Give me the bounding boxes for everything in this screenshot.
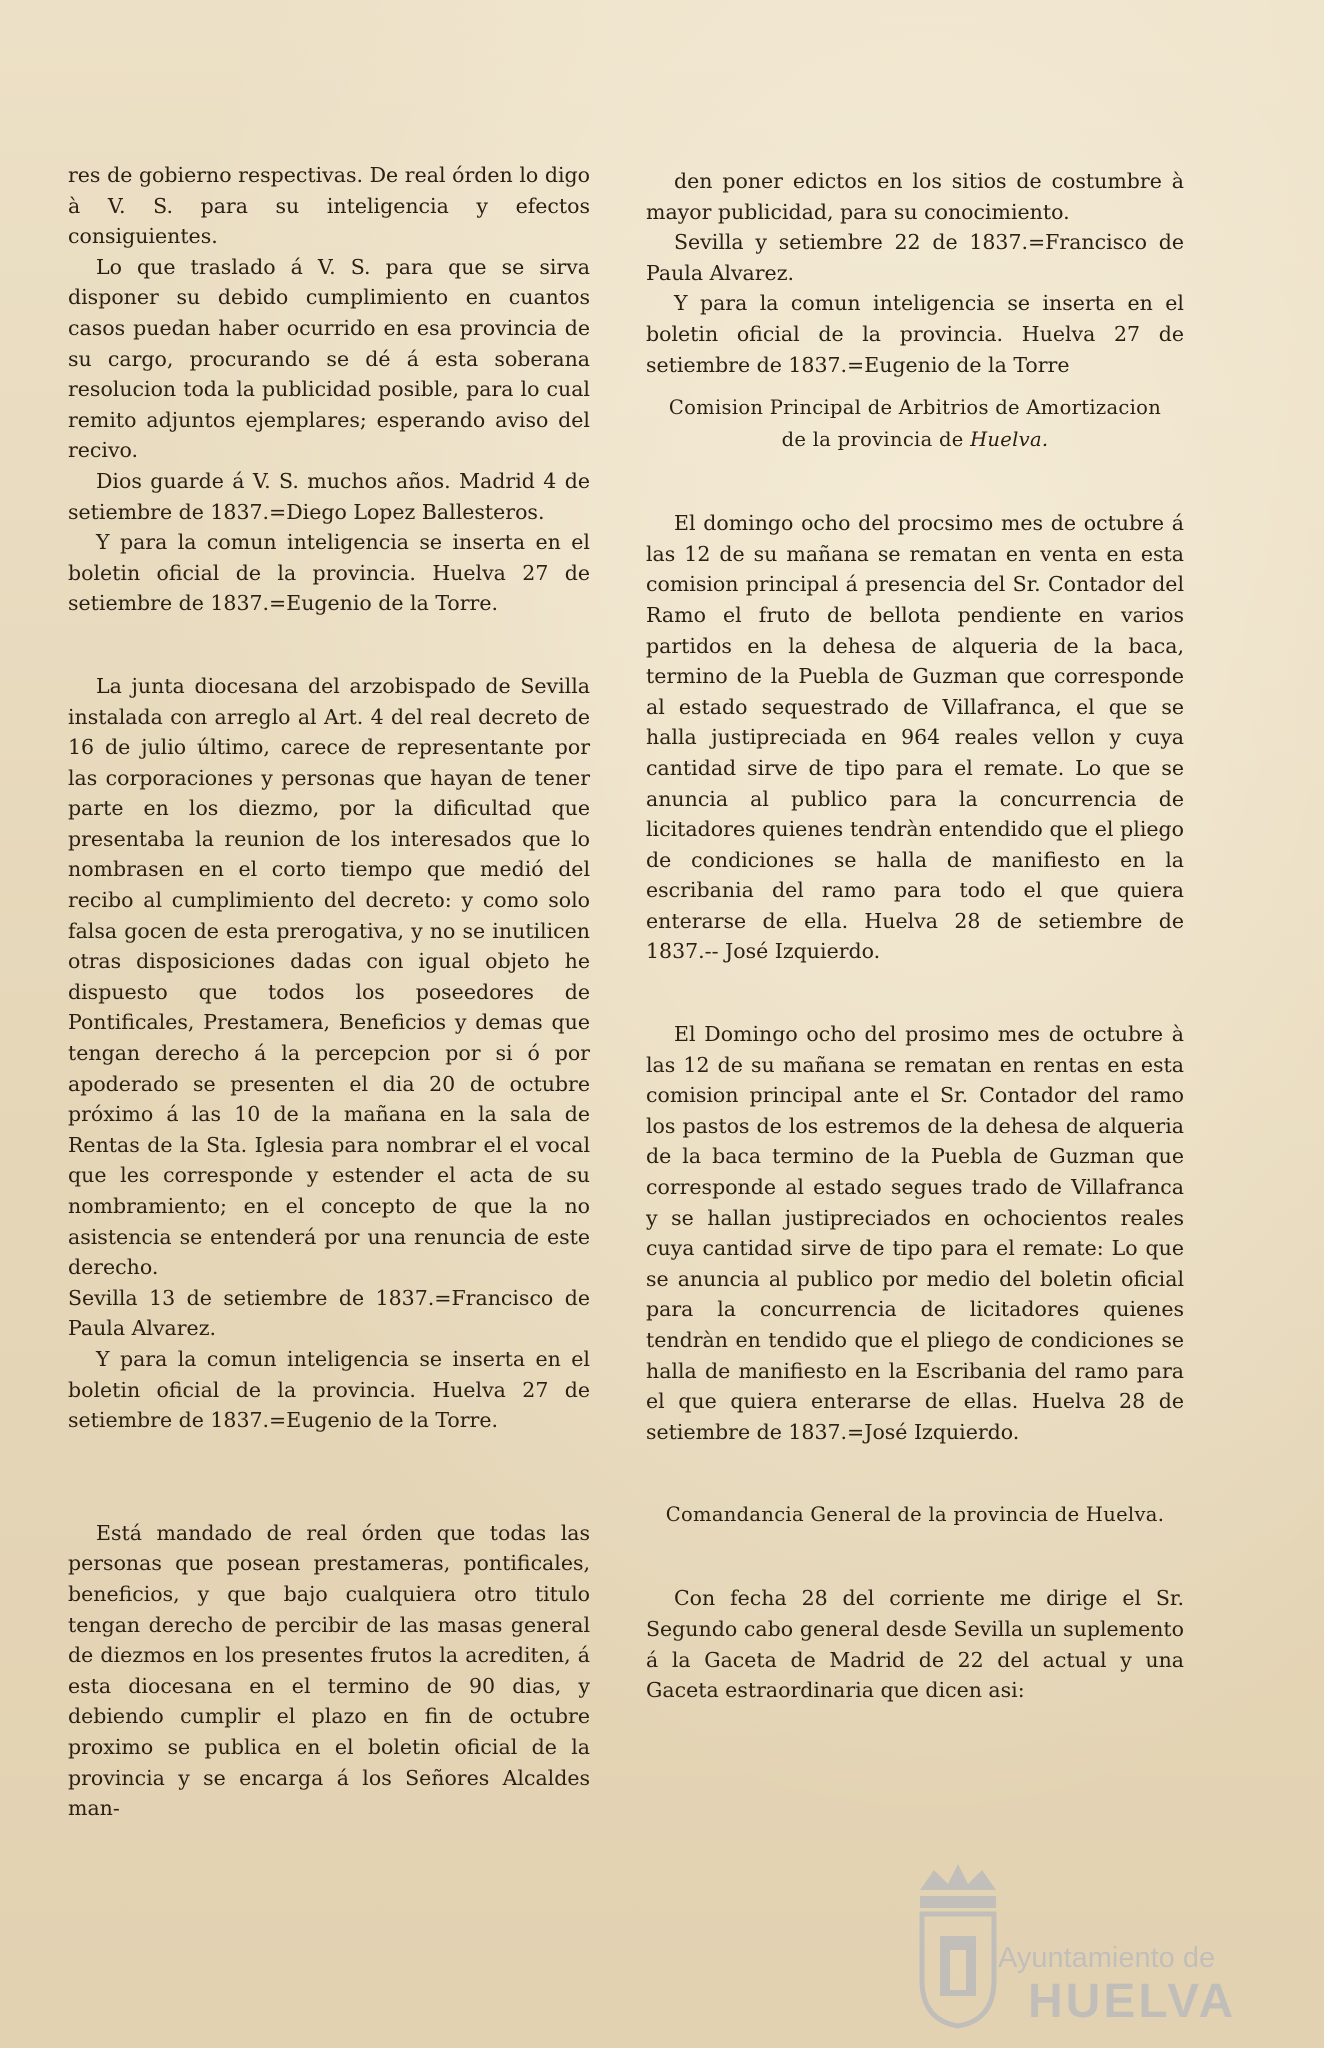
- left-column: [68, 160, 590, 1824]
- watermark-line2: HUELVA: [1028, 1975, 1237, 2028]
- signature-line: Sevilla 13 de setiembre de 1837.=Francisco de Paula Alvarez.: [68, 1285, 590, 1341]
- paragraph: res de gobierno respectivas. De real órden lo digo à V. S. para su inteligencia y efectos consiguientes.: [68, 163, 590, 249]
- heading-text: de la provincia de: [781, 428, 971, 452]
- paragraph: Y para la comun inteligencia se inserta en el boletin oficial de la provincia. Huelva 27 de setiembre de 1837.=Eugenio de la Torre.: [68, 1346, 590, 1433]
- paragraph: El Domingo ocho del prosimo mes de octubre à las 12 de su mañana se rematan en rentas en esta comision principal ante el Sr. Contador del ramo los pastos de los estremos de la dehesa de alqueria de la baca termino de la Puebla de Guzman que corresponde al estado segues trado de Villafranca y se hallan justipreciados en ochocientos reales cuya cantidad sirve de tipo para el remate: Lo que se anuncia al publico por medio del boletin oficial para la concurrencia de licitadores quienes tendràn en tendido que el pliego de condiciones se halla de manifiesto en la Escribania del ramo para el que quiera enterarse de ellas. Huelva 28 de setiembre de 1837.=José Izquierdo.: [646, 1022, 1184, 1444]
- paragraph: Con fecha 28 del corriente me dirige el Sr. Segundo cabo general desde Sevilla un suplemento á la Gaceta de Madrid de 22 del actual y una Gaceta estraordinaria que dicen asi:: [646, 1586, 1184, 1703]
- paragraph: Dios guarde á V. S. muchos años. Madrid 4 de setiembre de 1837.=Diego Lopez Ballesteros.: [68, 468, 590, 524]
- section-heading: Comision Principal de Arbitrios de Amortizacion: [668, 396, 1162, 420]
- signature-line: Sevilla y setiembre 22 de 1837.=Francisco de Paula Alvarez.: [646, 230, 1184, 285]
- section-heading-line2: [646, 424, 1184, 456]
- section-heading: Comandancia General de la provincia de Huelva.: [665, 1503, 1165, 1527]
- paragraph: La junta diocesana del arzobispado de Sevilla instalada con arreglo al Art. 4 del real decreto de 16 de julio último, carece de representante por las corporaciones y personas que hayan de tener parte en los diezmo, por la dificultad que presentaba la reunion de los interesados que lo nombrasen en el corto tiempo que medió del recibo al cumplimiento del decreto: y como solo falsa gocen de esta prerogativa, y no se inutilicen otras disposiciones dadas con igual objeto he dispuesto que todos los poseedores de Pontificales, Prestamera, Beneficios y demas que tengan derecho á la percepcion por si ó por apoderado se presenten el dia 20 de octubre próximo á las 10 de la mañana en la sala de Rentas de la Sta. Iglesia para nombrar el el vocal que les corresponde y estender el acta de su nombramiento; en el concepto de que la no asistencia se entenderá por una renuncia de este derecho.: [68, 673, 590, 1280]
- watermark-line1: Ayuntamiento de: [998, 1942, 1216, 1974]
- paragraph: Y para la comun inteligencia se inserta en el boletin oficial de la provincia. Huelva 27 de setiembre de 1837.=Eugenio de la Torre.: [68, 530, 590, 616]
- paragraph: Y para la comun inteligencia se inserta en el boletin oficial de la provincia. Huelva 27 de setiembre de 1837.=Eugenio de la Torre: [646, 291, 1184, 377]
- paragraph: El domingo ocho del procsimo mes de octubre á las 12 de su mañana se rematan en venta en esta comision principal á presencia del Sr. Contador del Ramo el fruto de bellota pendiente en varios partidos en la dehesa de alqueria de la baca, termino de la Puebla de Guzman que corresponde al estado sequestrado de Villafranca, el que se halla justipreciada en 964 reales vellon y cuya cantidad sirve de tipo para el remate. Lo que se anuncia al publico para la concurrencia de licitadores quienes tendràn entendido que el pliego de condiciones se halla de manifiesto en la escribania del ramo para todo el que quiera enterarse de ella. Huelva 28 de setiembre de 1837.-- José Izquierdo.: [646, 511, 1184, 964]
- crest-icon: [910, 1850, 1006, 2030]
- heading-place: Huelva.: [970, 428, 1049, 452]
- watermark: [910, 1850, 1250, 2030]
- paragraph: den poner edictos en los sitios de costumbre à mayor publicidad, para su conocimiento.: [646, 169, 1184, 224]
- paragraph: Lo que traslado á V. S. para que se sirva disponer su debido cumplimiento en cuantos casos puedan haber ocurrido en esa provincia de su cargo, procurando se dé á esta soberana resolucion toda la publicidad posible, para lo cual remito adjuntos ejemplares; esperando aviso del recivo.: [68, 254, 590, 463]
- paragraph: Está mandado de real órden que todas las personas que posean prestameras, pontificales, beneficios, y que bajo cualquiera otro titulo tengan derecho de percibir de las masas general de diezmos en los presentes frutos la acrediten, á esta diocesana en el termino de 90 dias, y debiendo cumplir el plazo en fin de octubre proximo se publica en el boletin oficial de la provincia y se encarga á los Señores Alcaldes man-: [68, 1520, 590, 1821]
- right-column: [646, 166, 1184, 1706]
